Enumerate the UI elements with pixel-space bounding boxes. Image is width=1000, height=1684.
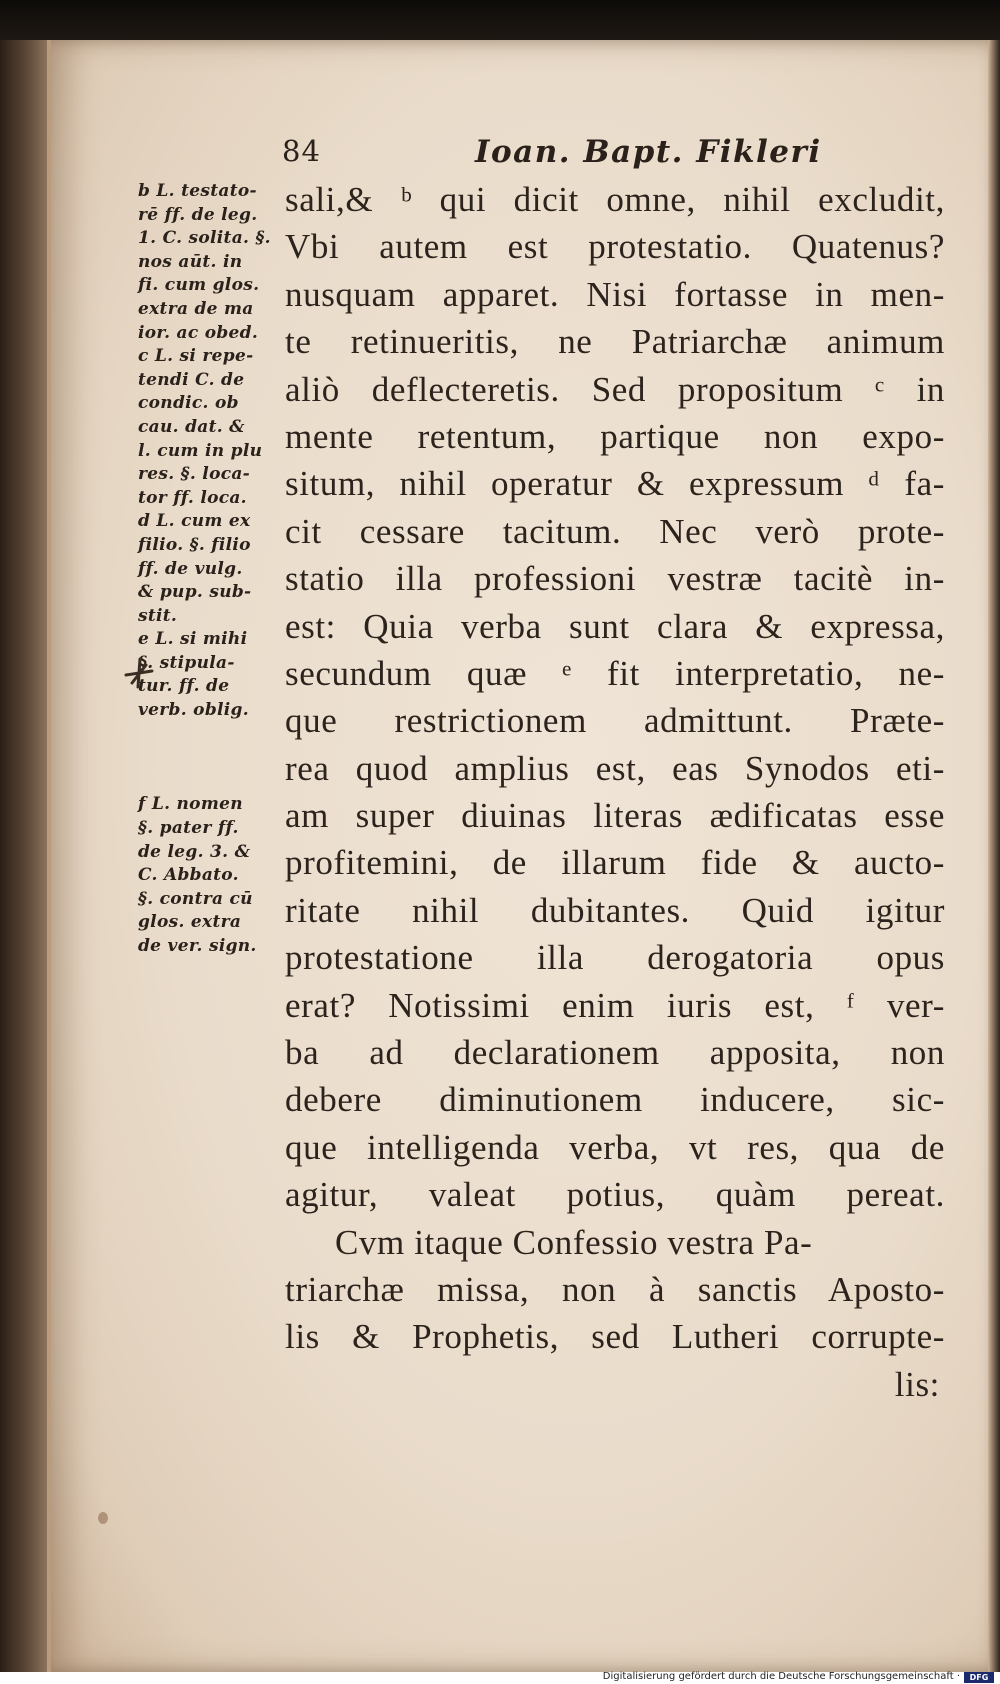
- text-line: mente retentum, partique non expo-: [285, 416, 945, 456]
- text-line: ritate nihil dubitantes. Quid igitur: [285, 890, 945, 930]
- margin-note-line: §. contra cū: [138, 888, 253, 909]
- margin-note-line: de ver. sign.: [138, 936, 257, 956]
- margin-note-line: 1. C. solita. §.: [138, 228, 271, 249]
- margin-note-line: de leg. 3. &: [138, 841, 251, 862]
- running-head: [260, 134, 960, 182]
- text-line: te retinueritis, ne Patriarchæ animum: [285, 322, 945, 362]
- margin-notes: [138, 180, 288, 959]
- margin-note-line: e L. si mihi: [138, 629, 248, 650]
- margin-note-line: d L. cum ex: [138, 511, 251, 532]
- margin-note-gap: [138, 723, 288, 747]
- page-right-edge: [988, 40, 1000, 1672]
- pen-mark-icon: [122, 655, 158, 691]
- text-line: ba ad declarationem apposita, non: [285, 1033, 945, 1073]
- text-line: protestatione illa derogatoria opus: [285, 938, 945, 978]
- margin-note-line: rē ff. de leg.: [138, 204, 258, 225]
- text-line: lis:: [894, 1364, 940, 1404]
- margin-note-line: tur. ff. de: [138, 676, 230, 697]
- margin-note-line: nos aūt. in: [138, 251, 243, 272]
- margin-note-line: b L. testato-: [138, 181, 257, 201]
- paper-stain: [98, 1512, 108, 1524]
- margin-note-line: extra de ma: [138, 298, 254, 319]
- margin-note-gap: [138, 746, 288, 770]
- text-line: est: Quia verba sunt clara & expressa,: [285, 606, 945, 646]
- margin-note-gap: [138, 770, 288, 794]
- margin-note-line: f L. nomen: [138, 794, 243, 815]
- margin-note-line: tor ff. loca.: [138, 487, 247, 508]
- margin-note-line: verb. oblig.: [138, 700, 249, 721]
- text-line: profitemini, de illarum fide & aucto-: [285, 843, 945, 883]
- text-line: sali,& ᵇ qui dicit omne, nihil excludit,: [285, 180, 945, 219]
- margin-note-line: condic. ob: [138, 393, 239, 414]
- text-line: situm, nihil operatur & expressum ᵈ fa-: [285, 464, 945, 504]
- text-line: Vbi autem est protestatio. Quatenus?: [285, 227, 945, 267]
- text-line: que restrictionem admittunt. Præte-: [285, 701, 945, 741]
- text-line: cit cessare tacitum. Nec verò prote-: [285, 511, 945, 551]
- text-line: lis & Prophetis, sed Lutheri corrupte-: [285, 1317, 945, 1357]
- text-line: secundum quæ ᵉ fit interpretatio, ne-: [285, 653, 945, 693]
- text-line: rea quod amplius est, eas Synodos eti-: [285, 748, 945, 788]
- margin-note-line: stit.: [138, 605, 178, 626]
- margin-note-line: ior. ac obed.: [138, 322, 259, 343]
- margin-note-line: cau. dat. &: [138, 416, 245, 437]
- text-line: statio illa professioni vestræ tacitè in-: [285, 559, 945, 599]
- text-line: nusquam apparet. Nisi fortasse in men-: [285, 274, 945, 314]
- margin-note-line: l. cum in plu: [138, 440, 263, 461]
- text-line: am super diuinas literas ædificatas esse: [285, 796, 945, 836]
- main-text-block: [285, 176, 945, 1408]
- margin-note-line: filio. §. filio: [138, 534, 251, 555]
- page-number: 84: [282, 134, 321, 168]
- margin-note-line: res. §. loca-: [138, 464, 251, 485]
- text-line: Cvm itaque Confessio vestra Pa-: [335, 1222, 813, 1262]
- margin-note-line: §. stipula-: [138, 652, 235, 673]
- top-dark-background: [0, 0, 1000, 40]
- text-line: que intelligenda verba, vt res, qua de: [285, 1127, 945, 1167]
- margin-note-line: & pup. sub-: [138, 582, 252, 603]
- margin-note-line: c L. si repe-: [138, 346, 254, 367]
- margin-note-line: fi. cum glos.: [138, 275, 260, 296]
- margin-note-line: glos. extra: [138, 912, 242, 933]
- margin-note-line: §. pater ff.: [138, 818, 239, 839]
- margin-note-line: C. Abbato.: [138, 865, 239, 886]
- footer-credit: Digitalisierung gefördert durch die Deutsche Forschungsgemeinschaft ·: [602, 1671, 960, 1682]
- margin-note-line: tendi C. de: [138, 369, 245, 390]
- margin-note-line: ff. de vulg.: [138, 558, 243, 579]
- text-line: erat? Notissimi enim iuris est, ᶠ ver-: [285, 985, 945, 1025]
- text-line: debere diminutionem inducere, sic-: [285, 1080, 945, 1120]
- text-line: triarchæ missa, non à sanctis Aposto-: [285, 1269, 945, 1309]
- book-spine-edge: [0, 40, 47, 1672]
- dfg-logo-icon: DFG: [964, 1672, 994, 1683]
- text-line: agitur, valeat potius, quàm pereat.: [285, 1175, 945, 1215]
- running-title: Ioan. Bapt. Fikleri: [475, 134, 822, 170]
- text-line: aliò deflecteretis. Sed propositum ᶜ in: [285, 369, 945, 409]
